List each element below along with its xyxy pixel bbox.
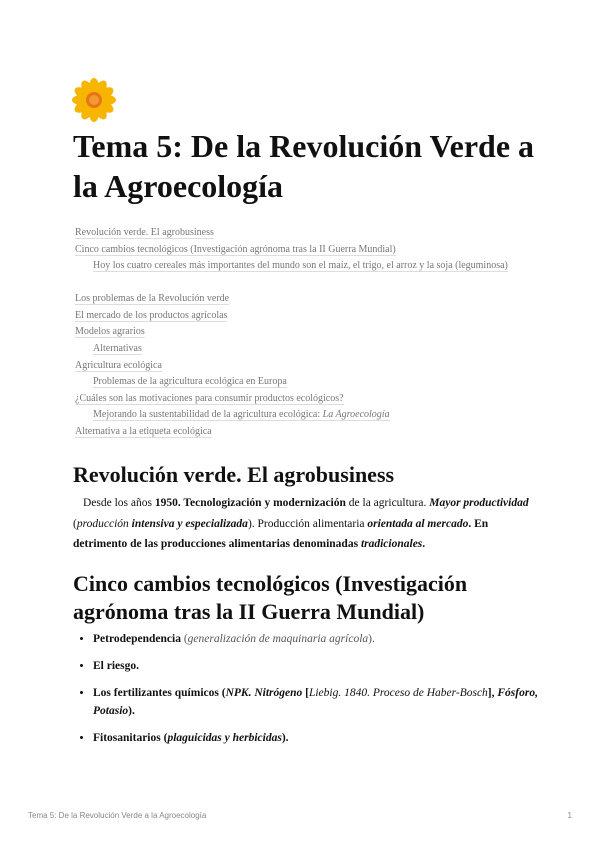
page-number: 1 bbox=[567, 811, 572, 820]
toc-item[interactable]: Agricultura ecológica bbox=[75, 359, 162, 371]
list-item: • Los fertilizantes químicos (NPK. Nitrógeno [Liebig. 1840. Proceso de Haber-Bosch], Fósforo, Potasio). bbox=[93, 684, 553, 720]
toc-item[interactable]: Modelos agrarios bbox=[75, 326, 145, 338]
toc-item[interactable]: Hoy los cuatro cereales más importantes del mundo son el maíz, el trigo, el arroz y la soja (leguminosa) bbox=[93, 260, 508, 272]
toc-item[interactable]: ¿Cuáles son las motivaciones para consumir productos ecológicos? bbox=[75, 392, 344, 404]
page-footer bbox=[28, 811, 572, 820]
table-of-contents bbox=[75, 225, 545, 441]
bullet-list bbox=[73, 630, 553, 756]
list-item: • Petrodependencia (generalización de maquinaria agrícola). bbox=[93, 630, 553, 648]
toc-item[interactable]: Mejorando la sustentabilidad de la agricultura ecológica: La Agroecología bbox=[93, 409, 390, 421]
section-heading: Revolución verde. El agrobusiness bbox=[73, 462, 395, 487]
toc-item[interactable]: Los problemas de la Revolución verde bbox=[75, 293, 230, 305]
page-title: Tema 5: De la Revolución Verde a la Agroecología bbox=[73, 128, 535, 204]
paragraph: Desde los años 1950. Tecnologización y modernización de la agricultura. Mayor productividad (producción intensiva y especializada). Producción alimentaria orientada al mercado. En detrimento de las producciones alimentarias denominadas tradicionales. bbox=[73, 497, 529, 550]
footer-title: Tema 5: De la Revolución Verde a la Agroecología bbox=[28, 811, 207, 820]
list-item: • El riesgo. bbox=[93, 657, 553, 675]
toc-item[interactable]: Alternativa a la etiqueta ecológica bbox=[75, 425, 212, 437]
list-item: • Fitosanitarios (plaguicidas y herbicidas). bbox=[93, 729, 553, 747]
section-heading: Cinco cambios tecnológicos (Investigación agrónoma tras la II Guerra Mundial) bbox=[73, 571, 468, 624]
toc-item[interactable]: El mercado de los productos agrícolas bbox=[75, 309, 228, 321]
toc-item[interactable]: Revolución verde. El agrobusiness bbox=[75, 227, 214, 238]
toc-item[interactable]: Cinco cambios tecnológicos (Investigación agrónoma tras la II Guerra Mundial) bbox=[75, 243, 396, 255]
sunflower-icon bbox=[72, 78, 116, 122]
toc-item[interactable]: Problemas de la agricultura ecológica en Europa bbox=[93, 376, 287, 388]
toc-item[interactable]: Alternativas bbox=[93, 342, 142, 354]
